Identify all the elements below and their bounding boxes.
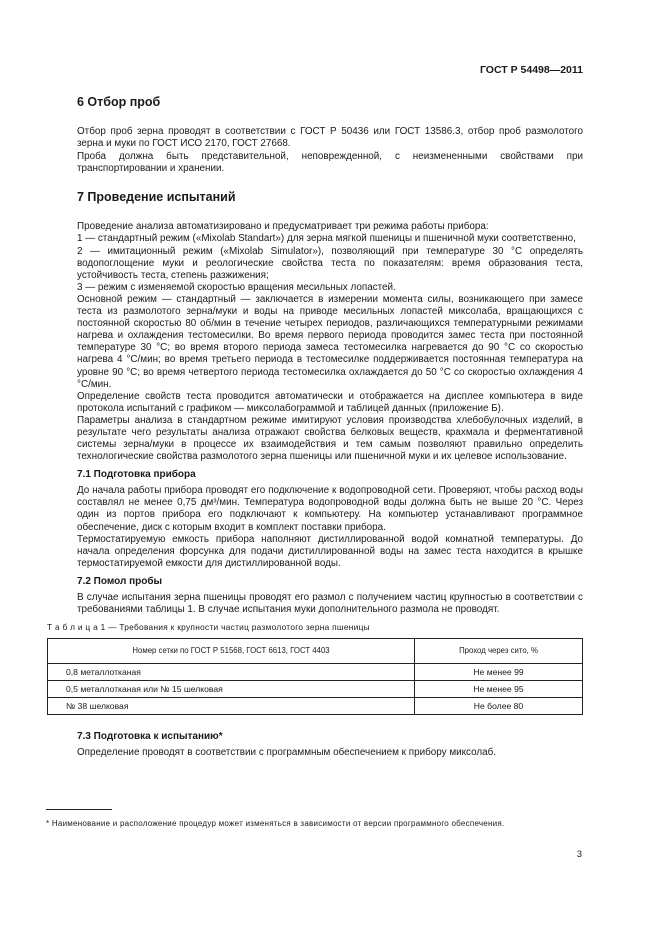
parameters-paragraph: Параметры анализа в стандартном режиме имитируют условия производства хлебобулочных изделий, в результате чего результаты анализа отражают свойства белковых веществ, крахмала и ферментативной системы зерна/муки в процессе их взаимодействия и тем самым позволяют правильно определить технологические свойства размолотого зерна пшеницы или пшеничной муки и их целевое использование. <box>77 414 583 463</box>
table-1-caption: Т а б л и ц а 1 — Требования к крупности частиц размолотого зерна пшеницы <box>47 622 370 633</box>
subsection-7-1-paragraph-1: До начала работы прибора проводят его подключение к водопроводной сети. Проверяют, чтобы расход воды составлял не менее 0,75 дм³/мин. Температура водопроводной воды должна быть не выше 20 °С. Через один из портов прибора его подключают к компьютеру. На компьютер устанавливают программное обеспечение, диск с которым входит в комплект поставки прибора. <box>77 485 583 533</box>
section-7-intro: Проведение анализа автоматизировано и предусматривает три режима работы прибора: <box>77 221 489 233</box>
mode-3-item: 3 — режим с изменяемой скоростью вращения месильных лопастей. <box>77 281 396 293</box>
page-content <box>47 95 583 759</box>
subsection-7-3-heading: 7.3 Подготовка к испытанию* <box>77 731 223 743</box>
subsection-7-1-paragraph-2: Термостатируемую емкость прибора наполняют дистиллированной водой комнатной температуры. До начала определения форсунка для подачи дистиллированной воды на замес теста находится в крышке термостатируемой емкости для дистиллированной воды. <box>77 533 583 569</box>
section-6-paragraph-1: Отбор проб зерна проводят в соответствии с ГОСТ Р 50436 или ГОСТ 13586.3, отбор проб размолотого зерна и муки по ГОСТ ИСО 2170, ГОСТ 27668. <box>77 126 583 150</box>
subsection-7-1 <box>77 469 583 570</box>
footnote-divider <box>46 809 112 810</box>
section-7-heading: 7 Проведение испытаний <box>77 190 236 205</box>
subsection-7-3-paragraph: Определение проводят в соответствии с программным обеспечением к прибору миксолаб. <box>77 747 497 759</box>
basic-mode-paragraph: Основной режим — стандартный — заключается в измерении момента силы, возникающего при замесе теста из размолотого зерна/муки и воды на приводе месильных лопастей миксолаба, вращающихся с постоянной скоростью 80 об/мин в течение четырех периодов, различающихся температурными режимами нагрева и охлаждения тестомесилки. Во время первого периода проводится замес теста при постоянной температуре 30 °С; во время второго периода замеса тестомесилка нагревается до 90 °С со скоростью нагрева 4 °С/мин; во время третьего периода в тестомесилке поддерживается постоянная температура на уровне 90 °С; во время четвертого периода тестомесилка охлаждается до 50 °С со скоростью охлаждения 4 °С/мин. <box>77 293 583 390</box>
section-6-heading: 6 Отбор проб <box>77 95 161 109</box>
section-6-paragraph-2: Проба должна быть представительной, неповрежденной, с неизмененными свойствами при транспортировании и хранении. <box>77 151 583 175</box>
pass-cell: Не более 80 <box>415 698 583 715</box>
sieve-cell: 0,8 металлотканая <box>48 664 415 681</box>
sieve-cell: № 38 шелковая <box>48 698 415 715</box>
subsection-7-3 <box>77 731 583 759</box>
table-row <box>48 681 583 698</box>
table-row <box>48 664 583 681</box>
column-header-sieve: Номер сетки по ГОСТ Р 51568, ГОСТ 6613, ГОСТ 4403 <box>48 639 415 664</box>
subsection-7-1-heading: 7.1 Подготовка прибора <box>77 469 196 481</box>
sieve-cell: 0,5 металлотканая или № 15 шелковая <box>48 681 415 698</box>
mode-2-item: 2 — имитационный режим («Mixolab Simulator»), позволяющий при температуре 30 °С определять водопоглощение муки и реологические свойства теста по показателям: время образования теста, устойчивость теста, степень разжижения; <box>77 245 583 281</box>
mode-1-item: 1 — стандартный режим («Mixolab Standart») для зерна мягкой пшеницы и пшеничной муки соответственно, <box>77 233 576 245</box>
standard-header: ГОСТ Р 54498—2011 <box>479 64 583 76</box>
column-header-pass: Проход через сито, % <box>415 639 583 664</box>
table-1 <box>47 638 583 715</box>
section-7 <box>77 190 583 463</box>
pass-cell: Не менее 95 <box>415 681 583 698</box>
table-row <box>48 698 583 715</box>
definition-paragraph: Определение свойств теста проводится автоматически и отображается на дисплее компьютера в виде протокола испытаний с графиком — миксолабограммой и таблицей данных (приложение Б). <box>77 390 583 414</box>
section-6 <box>77 95 583 175</box>
page-number: 3 <box>576 849 582 860</box>
subsection-7-2-heading: 7.2 Помол пробы <box>77 575 163 587</box>
subsection-7-2 <box>77 576 583 616</box>
subsection-7-2-paragraph: В случае испытания зерна пшеницы проводят его размол с получением частиц крупностью в соответствии с требованиями таблицы 1. В случае испытания муки дополнительного размола не проводят. <box>77 591 583 615</box>
footnote: * Наименование и расположение процедур может изменяться в зависимости от версии программного обеспечения. <box>46 819 505 828</box>
pass-cell: Не менее 99 <box>415 664 583 681</box>
table-header-row <box>48 639 583 664</box>
